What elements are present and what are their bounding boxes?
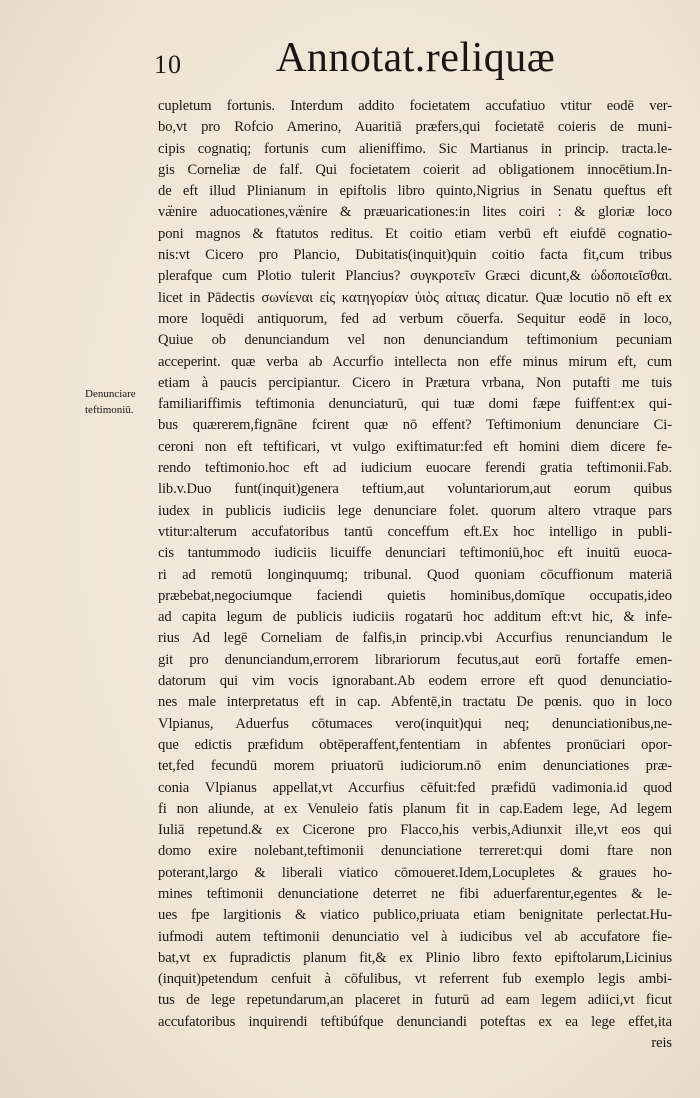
text-line: vtitur:alterum accufatoribus tantū conceffum eft.Ex hoc intelligo in publi-: [158, 523, 672, 540]
margin-note-line: Denunciare: [85, 388, 136, 400]
body-text: [158, 96, 672, 1054]
text-line: iufmodi autem teftimonii denunciatio vel à iudicibus vel ab accufatore fie-: [158, 928, 672, 945]
text-line: cipis cognatiq; fortunis cum alieniffimo. Sic Martianus in princip. tracta.le-: [158, 140, 672, 157]
text-line: git pro denunciandum,errorem librariorum fecutus,aut eorū fortaffe emen-: [158, 651, 672, 668]
running-head: Annotat.reliquæ: [276, 35, 556, 81]
text-line: iudex in publicis iudiciis lege denunciare folet. quorum altero vtraque pars: [158, 502, 672, 519]
text-line: poni magnos & ftatutos reditus. Et coitio etiam verbū eft eiufdē cognatio-: [158, 225, 672, 242]
text-line: more loquēdi antiquorum, fed ad verbum cōuerfa. Sequitur eodē in loco,: [158, 310, 672, 327]
text-line: præbebat,negociumque faciendi quietis hominibus,domīque occupatis,ideo: [158, 587, 672, 604]
text-line: lib.v.Duo funt(inquit)genera teftium,aut voluntariorum,aut eorum quibus: [158, 481, 672, 498]
page-number: 10: [154, 50, 182, 79]
text-line: plerafque cum Plotio tulerit Plancius? συγκροτεῖν Græci dicunt,& ὡδοποιεῖσθαι.: [158, 268, 672, 285]
text-line: væ̈nire aduocationes,væ̈nire & præuaricationes:in lites coiri : & gloriæ loco: [158, 204, 672, 221]
text-line: cis tantummodo iudiciis licuiffe denunciari teftimoniū,hoc eft inuitū euoca-: [158, 545, 672, 562]
text-line: bo,vt pro Rofcio Amerino, Auaritiā præfers,qui focietatē coieris de muni-: [158, 119, 672, 136]
text-line: ri ad remotū longinquumq; tribunal. Quod quoniam cōcuffionum materiā: [158, 566, 672, 583]
text-line: Iuliā repetund.& ex Cicerone pro Flacco,his verbis,Adiunxit ille,vt eos qui: [158, 822, 672, 839]
text-line: domo exire nolebant,teftimonii denunciatione terreret:qui domi ftare non: [158, 843, 672, 860]
text-line: conia Vlpianus appellat,vt Accurfius cēfuit:fed præfidū vadimonia.id quod: [158, 779, 672, 796]
text-line: rendo teftimonio.hoc eft ad iudicium euocare ferendi gratia teftimonii.Fab.: [158, 460, 672, 477]
text-line: que edictis præfidum obtēperaffent,fententiam in abfentes pronūciari opor-: [158, 736, 672, 753]
text-line: licet in Pādectis σωνίεναι εἰς κατηγορίαν ὑιὸς αἰτιας dicatur. Quæ locutio nō eft ex: [158, 289, 672, 306]
margin-note: [85, 386, 155, 418]
text-line: rius Ad legē Corneliam de falfis,in princip.vbi Accurfius renunciandum le: [158, 630, 672, 647]
text-line: nes male interpretatus eft in cap. Abfentē,in tractatu De pœnis. quo in loco: [158, 694, 672, 711]
text-line: fi non aliunde, at ex Venuleio fatis planum fit in cap.Eadem lege, Ad legem: [158, 800, 672, 817]
text-line: ues fpe largitionis & viatico publico,priuata etiam benignitate perlectat.Hu-: [158, 907, 672, 924]
text-line: cupletum fortunis. Interdum addito focietatem accufatiuo vtitur eodē ver-: [158, 98, 672, 114]
text-line: acceperint. quæ verba ab Accurfio intellecta non effe minus mirum eft, cum: [158, 353, 672, 370]
text-line: mines teftimonii denunciatione deterret ne fibi aduerfarentur,egentes & le-: [158, 885, 672, 902]
text-line: de eft illud Plinianum in epiftolis libro quinto,Nigrius in Senatu queftus eft: [158, 183, 672, 200]
text-line: ceroni non eft teftificari, vt vulgo exiftimatur:fed eft homini diem dicere fe-: [158, 438, 672, 455]
text-line: accufatoribus inquirendi teftibúfque denunciandi poteftas ex ea lege effet,ita: [158, 1013, 672, 1030]
text-line: datorum qui vim vocis ignorabant.Ab eodem errore eft quod denunciatio-: [158, 673, 672, 690]
text-line: bat,vt ex fupradictis planum fit,& ex Plinio libro fexto epiftolarum,Licinius: [158, 949, 672, 966]
text-line: poterant,largo & liberali viatico cōmoueret.Idem,Locupletes & graues ho-: [158, 864, 672, 881]
text-line: Vlpianus, Aduerfus cōtumaces vero(inquit)qui neq; denunciationibus,ne-: [158, 715, 672, 732]
text-line: tet,fed fecundū morem priuatorū iudiciorum.nō enim denunciationes præ-: [158, 758, 672, 775]
margin-note-line: teftimoniū.: [85, 404, 134, 416]
text-line: familiariffimis teftimonia denunciaturū, qui tuæ domi fæpe fuiffent:ex qui-: [158, 396, 672, 413]
catchword: reis: [651, 1035, 672, 1052]
text-line: gis Corneliæ de falf. Qui focietatem coierit ad obligationem innocētium.In-: [158, 161, 672, 178]
text-line: ad capita legum de publicis iudiciis rogatarū hoc additum eft:vt hic, & infe-: [158, 609, 672, 626]
text-line: tus de lege repetundarum,an placeret in futurū ad eam legem adiici,vt ficut: [158, 992, 672, 1009]
text-line: nis:vt Cicero pro Plancio, Dubitatis(inquit)quin coitio facta fit,cum tribus: [158, 247, 672, 264]
text-line: (inquit)petendum cenfuit à cōfulibus, vt referrent fub exemplo legis ambi-: [158, 971, 672, 988]
text-line: etiam à paucis percipiantur. Cicero in Prætura vrbana, Non putafti me tuis: [158, 374, 672, 391]
text-line: bus quærerem,fignāne fcirent quæ nō effent? Teftimonium denunciare Ci-: [158, 417, 672, 434]
text-line: Quiue ob denunciandum vel non denunciandum teftimonium pecuniam: [158, 332, 672, 349]
